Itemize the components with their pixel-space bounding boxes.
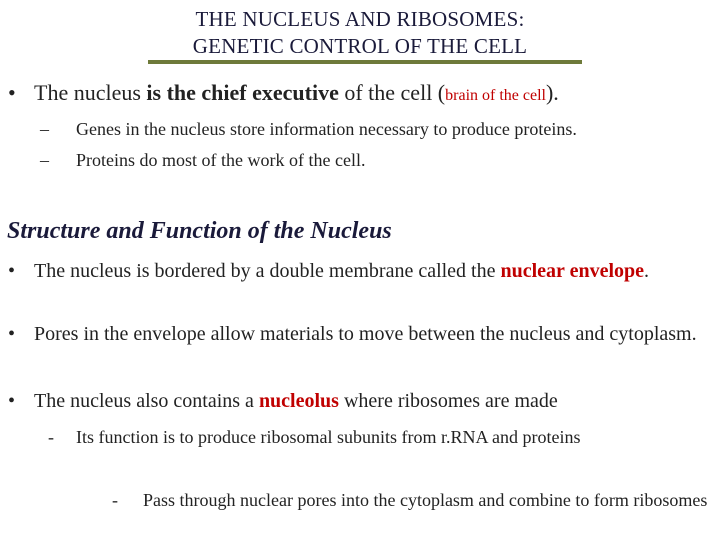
dash-marker: – <box>40 150 49 170</box>
title-line-1: THE NUCLEUS AND RIBOSOMES: <box>195 7 525 31</box>
title-line-2: GENETIC CONTROL OF THE CELL <box>192 34 528 58</box>
sub-point-text: Genes in the nucleus store information necessary to produce proteins. <box>76 119 577 139</box>
bullet-nucleolus <box>8 389 713 414</box>
detail-text: Pass through nuclear pores into the cytoplasm and combine to form ribosomes <box>143 490 708 510</box>
hyphen-marker: - <box>112 490 118 510</box>
detail-nuclear-pores <box>112 487 712 513</box>
bullet-dot: • <box>8 323 16 345</box>
bullet-pores <box>8 322 713 347</box>
detail-text: Its function is to produce ribosomal subunits from r.RNA and proteins <box>76 427 581 447</box>
section-heading: Structure and Function of the Nucleus <box>7 218 392 244</box>
bullet-dot: • <box>8 80 16 105</box>
slide-title <box>0 6 720 60</box>
detail-ribosomal-subunits <box>48 423 708 451</box>
bullet-end: where ribosomes are made <box>338 390 558 412</box>
sub-point-text: Proteins do most of the work of the cell. <box>76 150 366 170</box>
intro-part-5: ). <box>545 80 559 105</box>
title-underline <box>148 60 582 64</box>
bullet-text: The nucleus also contains a <box>34 390 259 412</box>
dash-marker: – <box>40 119 49 139</box>
intro-part-1: The nucleus <box>34 80 147 105</box>
bullet-text: Pores in the envelope allow materials to move between the nucleus and cytoplasm. <box>34 323 697 345</box>
highlight-nucleolus: nucleolus <box>258 390 339 412</box>
highlight-nuclear-envelope: nuclear envelope <box>500 260 645 282</box>
hyphen-marker: - <box>48 427 54 447</box>
sub-point-2 <box>40 148 365 172</box>
bullet-dot: • <box>8 390 16 412</box>
bullet-dot: • <box>8 260 16 282</box>
intro-part-3: of the cell ( <box>338 80 446 105</box>
intro-part-4: brain of the cell <box>445 87 546 104</box>
sub-point-1 <box>40 117 577 141</box>
intro-part-2: is the chief executive <box>146 80 339 105</box>
intro-bullet <box>8 78 559 111</box>
bullet-nuclear-envelope <box>8 259 713 284</box>
bullet-end: . <box>644 260 650 282</box>
bullet-text: The nucleus is bordered by a double membrane called the <box>34 260 501 282</box>
